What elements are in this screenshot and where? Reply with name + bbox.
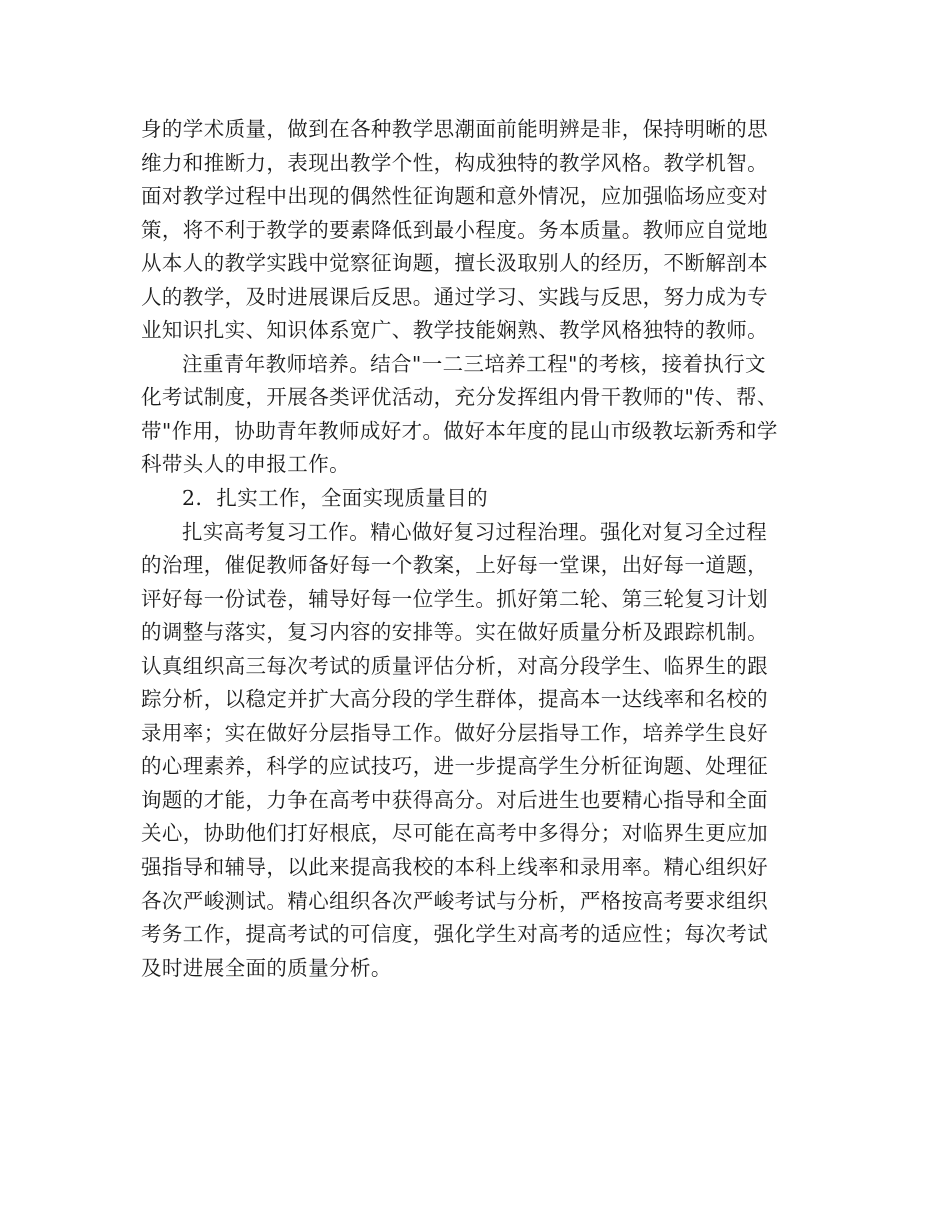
section-heading: 2．扎实工作，全面实现质量目的 <box>182 486 489 511</box>
text-line: 化考试制度，开展各类评优活动，充分发挥组内骨干教师的"传、帮、 <box>141 385 778 410</box>
text-line: 科带头人的申报工作。 <box>141 452 350 477</box>
text-line: 人的教学，及时进展课后反思。通过学习、实践与反思，努力成为专 <box>141 284 768 309</box>
text-line: 身的学术质量，做到在各种教学思潮面前能明辨是非，保持明晰的思 <box>141 117 768 141</box>
text-line: 业知识扎实、知识体系宽广、教学技能娴熟、教学风格独特的教师。 <box>141 318 768 343</box>
text-line: 踪分析，以稳定并扩大高分段的学生群体，提高本一达线率和名校的 <box>141 687 768 712</box>
text-line: 从本人的教学实践中觉察征询题，擅长汲取别人的经历，不断解剖本 <box>141 251 768 276</box>
text-line: 考务工作，提高考试的可信度，强化学生对高考的适应性；每次考试 <box>141 922 768 947</box>
text-line: 的调整与落实，复习内容的安排等。实在做好质量分析及跟踪机制。 <box>141 620 768 645</box>
text-line: 的心理素养，科学的应试技巧，进一步提高学生分析征询题、处理征 <box>141 754 768 779</box>
text-line: 的治理，催促教师备好每一个教案，上好每一堂课，出好每一道题， <box>141 553 768 578</box>
text-line: 关心，协助他们打好根底，尽可能在高考中多得分；对临界生更应加 <box>141 821 768 846</box>
text-line: 录用率；实在做好分层指导工作。做好分层指导工作，培养学生良好 <box>141 720 768 745</box>
paragraph-first-line: 扎实高考复习工作。精心做好复习过程治理。强化对复习全过程 <box>182 519 768 544</box>
text-line: 评好每一份试卷，辅导好每一位学生。抓好第二轮、第三轮复习计划 <box>141 586 768 611</box>
text-line: 询题的才能，力争在高考中获得高分。对后进生也要精心指导和全面 <box>141 787 768 812</box>
text-line: 策，将不利于教学的要素降低到最小程度。务本质量。教师应自觉地 <box>141 217 768 242</box>
text-line: 强指导和辅导，以此来提高我校的本科上线率和录用率。精心组织好 <box>141 855 768 880</box>
text-line: 面对教学过程中出现的偶然性征询题和意外情况，应加强临场应变对 <box>141 184 768 209</box>
text-line: 带"作用，协助青年教师成好才。做好本年度的昆山市级教坛新秀和学 <box>141 418 778 443</box>
text-line: 及时进展全面的质量分析。 <box>141 955 392 980</box>
body-text <box>141 113 841 985</box>
text-line: 维力和推断力，表现出教学个性，构成独特的教学风格。教学机智。 <box>141 150 768 175</box>
text-line: 认真组织高三每次考试的质量评估分析，对高分段学生、临界生的跟 <box>141 653 768 678</box>
paragraph-first-line: 注重青年教师培养。结合"一二三培养工程"的考核，接着执行文 <box>182 351 766 376</box>
text-line: 各次严峻测试。精心组织各次严峻考试与分析，严格按高考要求组织 <box>141 888 768 913</box>
